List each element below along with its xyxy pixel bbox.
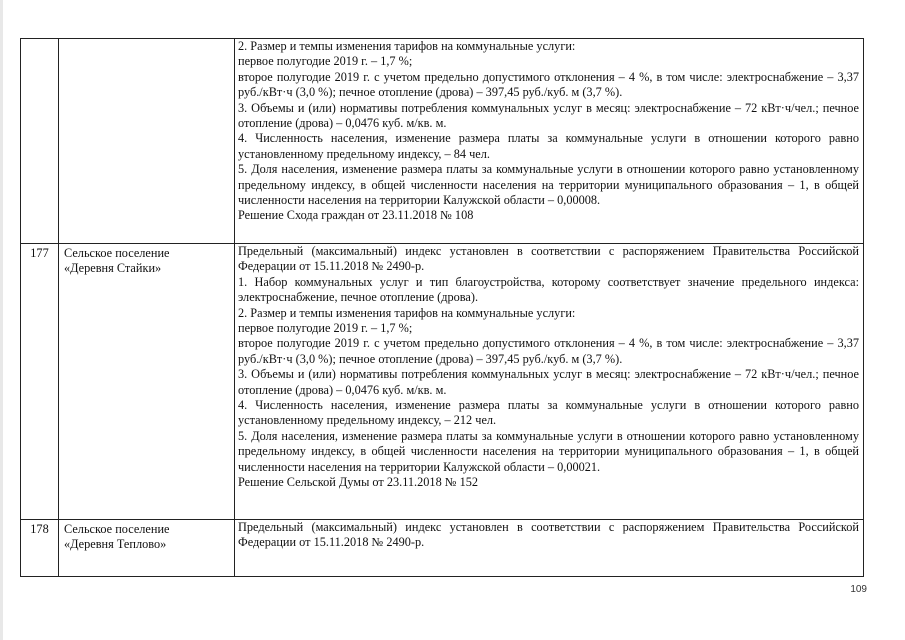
row-number-cell: 178 [21, 520, 59, 577]
page-number: 109 [850, 584, 867, 595]
paragraph: второе полугодие 2019 г. с учетом предельно допустимого отклонения – 4 %, в том числе: электроснабжение – 3,37 руб./кВт·ч (3,0 %); печное отопление (дрова) – 397,45 руб./куб. м (3,7 %). [238, 69, 859, 100]
scan-edge [0, 0, 3, 640]
decision-reference: Решение Схода граждан от 23.11.2018 № 108 [238, 208, 474, 223]
paragraph: Предельный (максимальный) индекс установлен в соответствии с распоряжением Правительства Российской Федерации от 15.11.2018 № 2490-р. [238, 520, 859, 550]
paragraph: 2. Размер и темпы изменения тарифов на коммунальные услуги: [238, 305, 576, 320]
content-cell [235, 520, 864, 577]
paragraph: 3. Объемы и (или) нормативы потребления коммунальных услуг в месяц: электроснабжение – 72 кВт·ч/чел.; печное отопление (дрова) – 0,0476 куб. м/кв. м. [238, 367, 859, 397]
paragraph: 4. Численность населения, изменение размера платы за коммунальные услуги в отношении которого равно установленному предельному индексу, – 84 чел. [238, 131, 859, 161]
municipality-cell [59, 39, 235, 244]
paragraph: 5. Доля населения, изменение размера платы за коммунальные услуги в отношении которого равно установленному предельному индексу, в общей численности населения на территории муниципального образования – 1, в общей численности населения на территории Калужской области – 0,00021. [238, 428, 859, 474]
municipality-cell [59, 520, 235, 577]
paragraph: 2. Размер и темпы изменения тарифов на коммунальные услуги: [238, 39, 576, 53]
municipality-name-line: «Деревня Стайки» [64, 261, 162, 276]
table-row [21, 39, 864, 244]
index-table [20, 38, 864, 577]
table-row [21, 520, 864, 577]
municipality-name-line: Сельское поселение [64, 522, 170, 536]
paragraph: второе полугодие 2019 г. с учетом предельно допустимого отклонения – 4 %, в том числе: электроснабжение – 3,37 руб./кВт·ч (3,0 %); печное отопление (дрова) – 397,45 руб./куб. м (3,7 %). [238, 336, 859, 366]
paragraph: Предельный (максимальный) индекс установлен в соответствии с распоряжением Правительства Российской Федерации от 15.11.2018 № 2490-р. [238, 244, 859, 274]
municipality-name-line: «Деревня Теплово» [64, 537, 167, 552]
paragraph: 1. Набор коммунальных услуг и тип благоустройства, которому соответствует значение предельного индекса: электроснабжение, печное отопление (дрова). [238, 274, 859, 305]
content-cell [235, 39, 864, 244]
content-cell [235, 244, 864, 520]
row-number-cell: 177 [21, 244, 59, 520]
row-number-cell [21, 39, 59, 244]
municipality-name-line: Сельское поселение [64, 246, 170, 260]
paragraph: первое полугодие 2019 г. – 1,7 %; [238, 321, 413, 336]
municipality-cell [59, 244, 235, 520]
decision-reference: Решение Сельской Думы от 23.11.2018 № 152 [238, 475, 479, 490]
paragraph: 3. Объемы и (или) нормативы потребления коммунальных услуг в месяц: электроснабжение – 72 кВт·ч/чел.; печное отопление (дрова) – 0,0476 куб. м/кв. м. [238, 100, 859, 131]
paragraph: первое полугодие 2019 г. – 1,7 %; [238, 54, 413, 69]
paragraph: 4. Численность населения, изменение размера платы за коммунальные услуги в отношении которого равно установленному предельному индексу, – 212 чел. [238, 398, 859, 428]
paragraph: 5. Доля населения, изменение размера платы за коммунальные услуги в отношении которого равно установленному предельному индексу, в общей численности населения на территории муниципального образования – 1, в общей численности населения на территории Калужской области – 0,00008. [238, 162, 859, 208]
table-row [21, 244, 864, 520]
